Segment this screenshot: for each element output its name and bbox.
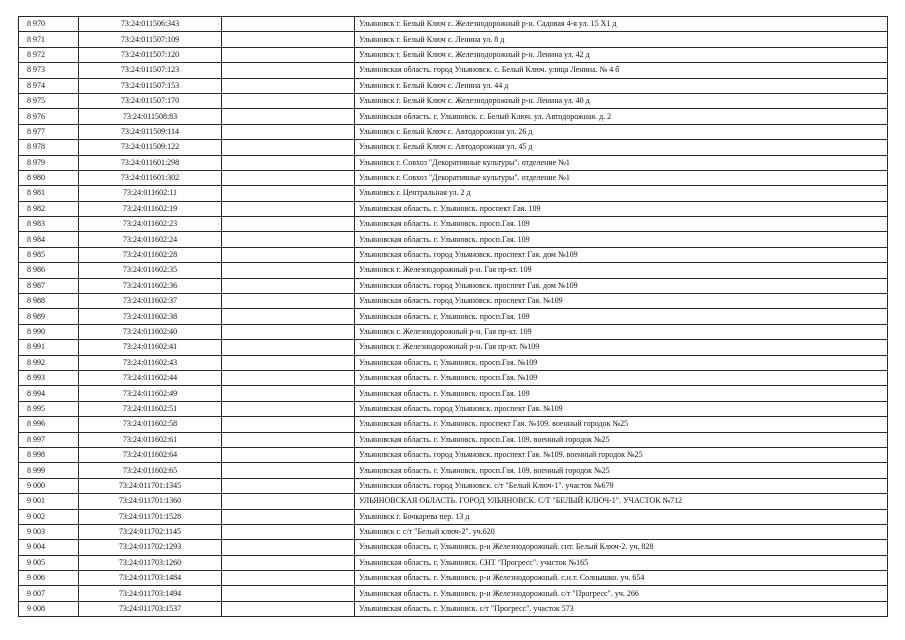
row-number-cell: 9 003 bbox=[19, 524, 79, 539]
cadastral-number-cell: 73:24:011602:43 bbox=[79, 355, 222, 370]
cadastral-number-cell: 73:24:011601:302 bbox=[79, 170, 222, 185]
address-cell: Ульяновская область. г. Ульяновск. с. Белый Ключ. ул. Автодорожная. д. 2 bbox=[355, 109, 888, 124]
cadastral-number-cell: 73:24:011602:23 bbox=[79, 217, 222, 232]
table-row bbox=[19, 386, 888, 401]
address-cell: Ульяновская область. город Ульяновск. с/т "Белый Ключ-1". участок №679 bbox=[355, 478, 888, 493]
address-cell: УЛЬЯНОВСКАЯ ОБЛАСТЬ. ГОРОД УЛЬЯНОВСК. С/Т "БЕЛЫЙ КЛЮЧ-1". УЧАСТОК №712 bbox=[355, 494, 888, 509]
address-cell: Ульяновская область. г. Ульяновск. проспект Гая. №109. военный городок №25 bbox=[355, 417, 888, 432]
address-cell: Ульяновск г. Белый Ключ с. Автодорожная ул. 26 д bbox=[355, 124, 888, 139]
cadastral-number-cell: 73:24:011602:58 bbox=[79, 417, 222, 432]
table-row bbox=[19, 540, 888, 555]
address-cell: Ульяновск г. Железнодорожный р-н. Гая пр-кт. 109 bbox=[355, 324, 888, 339]
address-cell: Ульяновская область. г. Ульяновск. просп.Гая. №109 bbox=[355, 355, 888, 370]
address-cell: Ульяновская область. город Ульяновск. проспект Гая. дом №109 bbox=[355, 278, 888, 293]
row-number-cell: 8 975 bbox=[19, 93, 79, 108]
cadastral-number-cell: 73:24:011602:44 bbox=[79, 370, 222, 385]
empty-cell bbox=[222, 309, 355, 324]
empty-cell bbox=[222, 140, 355, 155]
table-row bbox=[19, 524, 888, 539]
table-row bbox=[19, 355, 888, 370]
row-number-cell: 8 987 bbox=[19, 278, 79, 293]
cadastral-number-cell: 73:24:011701:1345 bbox=[79, 478, 222, 493]
empty-cell bbox=[222, 571, 355, 586]
table-row bbox=[19, 478, 888, 493]
table-row bbox=[19, 447, 888, 462]
row-number-cell: 8 991 bbox=[19, 340, 79, 355]
row-number-cell: 8 985 bbox=[19, 247, 79, 262]
empty-cell bbox=[222, 201, 355, 216]
address-cell: Ульяновская область. г. Ульяновск. р-н Железнодорожный. с/т "Прогресс". уч. 266 bbox=[355, 586, 888, 601]
empty-cell bbox=[222, 217, 355, 232]
cadastral-number-cell: 73:24:011507:170 bbox=[79, 93, 222, 108]
empty-cell bbox=[222, 432, 355, 447]
address-cell: Ульяновская область. г. Ульяновск. р-н Железнодорожный. с.н.т. Солнышко. уч. 654 bbox=[355, 571, 888, 586]
cadastral-number-cell: 73:24:011602:19 bbox=[79, 201, 222, 216]
row-number-cell: 8 998 bbox=[19, 447, 79, 462]
empty-cell bbox=[222, 32, 355, 47]
row-number-cell: 8 979 bbox=[19, 155, 79, 170]
row-number-cell: 8 997 bbox=[19, 432, 79, 447]
cadastral-number-cell: 73:24:011703:1494 bbox=[79, 586, 222, 601]
empty-cell bbox=[222, 401, 355, 416]
address-cell: Ульяновск г. Белый Ключ с. Железнодорожный р-н. Ленина ул. 42 д bbox=[355, 47, 888, 62]
empty-cell bbox=[222, 370, 355, 385]
table-row bbox=[19, 63, 888, 78]
empty-cell bbox=[222, 340, 355, 355]
row-number-cell: 8 978 bbox=[19, 140, 79, 155]
table-row bbox=[19, 494, 888, 509]
row-number-cell: 8 994 bbox=[19, 386, 79, 401]
address-cell: Ульяновск г. Совхоз "Декоративные культуры". отделение №1 bbox=[355, 155, 888, 170]
empty-cell bbox=[222, 186, 355, 201]
cadastral-number-cell: 73:24:011602:28 bbox=[79, 247, 222, 262]
table-row bbox=[19, 109, 888, 124]
table-row bbox=[19, 201, 888, 216]
empty-cell bbox=[222, 463, 355, 478]
cadastral-number-cell: 73:24:011507:120 bbox=[79, 47, 222, 62]
address-cell: Ульяновская область. город Ульяновск. проспект Гая. дом №109 bbox=[355, 247, 888, 262]
cadastral-number-cell: 73:24:011602:41 bbox=[79, 340, 222, 355]
table-row bbox=[19, 294, 888, 309]
row-number-cell: 8 981 bbox=[19, 186, 79, 201]
address-cell: Ульяновск г. Совхоз "Декоративные культуры". отделение №1 bbox=[355, 170, 888, 185]
empty-cell bbox=[222, 555, 355, 570]
cadastral-number-cell: 73:24:011602:51 bbox=[79, 401, 222, 416]
address-cell: Ульяновск г. Белый Ключ с. Автодорожная ул. 45 д bbox=[355, 140, 888, 155]
empty-cell bbox=[222, 601, 355, 616]
address-cell: Ульяновская область. город Ульяновск. проспект Гая. №109. военный городок №25 bbox=[355, 447, 888, 462]
row-number-cell: 9 005 bbox=[19, 555, 79, 570]
row-number-cell: 8 973 bbox=[19, 63, 79, 78]
table-row bbox=[19, 401, 888, 416]
table-row bbox=[19, 124, 888, 139]
empty-cell bbox=[222, 93, 355, 108]
address-cell: Ульяновская область. г. Ульяновск. р-н Железнодорожный. снт. Белый Ключ-2. уч. 828 bbox=[355, 540, 888, 555]
empty-cell bbox=[222, 294, 355, 309]
row-number-cell: 8 995 bbox=[19, 401, 79, 416]
row-number-cell: 8 976 bbox=[19, 109, 79, 124]
empty-cell bbox=[222, 63, 355, 78]
cadastral-number-cell: 73:24:011508:83 bbox=[79, 109, 222, 124]
table-row bbox=[19, 155, 888, 170]
empty-cell bbox=[222, 78, 355, 93]
empty-cell bbox=[222, 509, 355, 524]
address-cell: Ульяновск г. с/т "Белый ключ-2". уч.620 bbox=[355, 524, 888, 539]
address-cell: Ульяновск г. Белый Ключ с. Железнодорожный р-н. Ленина ул. 40 д bbox=[355, 93, 888, 108]
row-number-cell: 8 984 bbox=[19, 232, 79, 247]
address-cell: Ульяновск г. Бочкарева пер. 13 д bbox=[355, 509, 888, 524]
table-row bbox=[19, 432, 888, 447]
table-row bbox=[19, 601, 888, 616]
cadastral-number-cell: 73:24:011602:64 bbox=[79, 447, 222, 462]
table-row bbox=[19, 463, 888, 478]
row-number-cell: 8 970 bbox=[19, 17, 79, 32]
cadastral-number-cell: 73:24:011602:40 bbox=[79, 324, 222, 339]
cadastral-number-cell: 73:24:011701:1528 bbox=[79, 509, 222, 524]
address-cell: Ульяновск г. Железнодорожный р-н. Гая пр-кт. №109 bbox=[355, 340, 888, 355]
empty-cell bbox=[222, 417, 355, 432]
row-number-cell: 8 999 bbox=[19, 463, 79, 478]
row-number-cell: 9 004 bbox=[19, 540, 79, 555]
cadastral-number-cell: 73:24:011602:35 bbox=[79, 263, 222, 278]
empty-cell bbox=[222, 355, 355, 370]
empty-cell bbox=[222, 478, 355, 493]
table-row bbox=[19, 186, 888, 201]
table-row bbox=[19, 509, 888, 524]
table-row bbox=[19, 140, 888, 155]
cadastral-number-cell: 73:24:011509:122 bbox=[79, 140, 222, 155]
cadastral-number-cell: 73:24:011507:109 bbox=[79, 32, 222, 47]
row-number-cell: 9 008 bbox=[19, 601, 79, 616]
row-number-cell: 9 001 bbox=[19, 494, 79, 509]
address-cell: Ульяновская область. г. Ульяновск. проспект Гая. 109 bbox=[355, 201, 888, 216]
table-row bbox=[19, 232, 888, 247]
empty-cell bbox=[222, 232, 355, 247]
row-number-cell: 9 000 bbox=[19, 478, 79, 493]
row-number-cell: 8 988 bbox=[19, 294, 79, 309]
empty-cell bbox=[222, 386, 355, 401]
empty-cell bbox=[222, 47, 355, 62]
empty-cell bbox=[222, 247, 355, 262]
address-cell: Ульяновская область. г. Ульяновск. с/т "Прогресс". участок 573 bbox=[355, 601, 888, 616]
row-number-cell: 8 982 bbox=[19, 201, 79, 216]
empty-cell bbox=[222, 17, 355, 32]
cadastral-number-cell: 73:24:011602:38 bbox=[79, 309, 222, 324]
table-row bbox=[19, 217, 888, 232]
address-cell: Ульяновск г. Центральная ул. 2 д bbox=[355, 186, 888, 201]
table-row bbox=[19, 170, 888, 185]
row-number-cell: 9 006 bbox=[19, 571, 79, 586]
address-cell: Ульяновская область. г. Ульяновск. СНТ "Прогресс". участок №165 bbox=[355, 555, 888, 570]
cadastral-number-cell: 73:24:011507:153 bbox=[79, 78, 222, 93]
row-number-cell: 8 996 bbox=[19, 417, 79, 432]
cadastral-number-cell: 73:24:011506:343 bbox=[79, 17, 222, 32]
table-row bbox=[19, 17, 888, 32]
row-number-cell: 8 977 bbox=[19, 124, 79, 139]
cadastral-number-cell: 73:24:011602:11 bbox=[79, 186, 222, 201]
row-number-cell: 8 990 bbox=[19, 324, 79, 339]
row-number-cell: 9 002 bbox=[19, 509, 79, 524]
cadastral-number-cell: 73:24:011602:61 bbox=[79, 432, 222, 447]
table-row bbox=[19, 32, 888, 47]
empty-cell bbox=[222, 447, 355, 462]
row-number-cell: 8 974 bbox=[19, 78, 79, 93]
cadastral-number-cell: 73:24:011507:123 bbox=[79, 63, 222, 78]
table-row bbox=[19, 417, 888, 432]
cadastral-number-cell: 73:24:011703:1537 bbox=[79, 601, 222, 616]
row-number-cell: 9 007 bbox=[19, 586, 79, 601]
empty-cell bbox=[222, 278, 355, 293]
address-cell: Ульяновская область. г. Ульяновск. просп.Гая. 109 bbox=[355, 309, 888, 324]
empty-cell bbox=[222, 109, 355, 124]
address-cell: Ульяновск г. Белый Ключ с. Ленина ул. 44 д bbox=[355, 78, 888, 93]
table-row bbox=[19, 324, 888, 339]
table-body bbox=[19, 17, 888, 617]
table-row bbox=[19, 78, 888, 93]
table-row bbox=[19, 370, 888, 385]
address-cell: Ульяновск г. Белый Ключ с. Ленина ул. 8 д bbox=[355, 32, 888, 47]
empty-cell bbox=[222, 155, 355, 170]
address-cell: Ульяновская область. город Ульяновск. проспект Гая. №109 bbox=[355, 401, 888, 416]
empty-cell bbox=[222, 324, 355, 339]
cadastral-number-cell: 73:24:011509:114 bbox=[79, 124, 222, 139]
row-number-cell: 8 972 bbox=[19, 47, 79, 62]
row-number-cell: 8 983 bbox=[19, 217, 79, 232]
table-row bbox=[19, 571, 888, 586]
cadastral-number-cell: 73:24:011602:65 bbox=[79, 463, 222, 478]
cadastral-number-cell: 73:24:011703:1260 bbox=[79, 555, 222, 570]
empty-cell bbox=[222, 524, 355, 539]
cadastral-number-cell: 73:24:011602:24 bbox=[79, 232, 222, 247]
cadastral-number-cell: 73:24:011602:36 bbox=[79, 278, 222, 293]
row-number-cell: 8 980 bbox=[19, 170, 79, 185]
empty-cell bbox=[222, 540, 355, 555]
address-cell: Ульяновск г. Железнодорожный р-н. Гая пр-кт. 109 bbox=[355, 263, 888, 278]
address-cell: Ульяновская область. г. Ульяновск. просп.Гая. 109. военный городок №25 bbox=[355, 432, 888, 447]
address-cell: Ульяновская область. город Ульяновск. проспект Гая. №109 bbox=[355, 294, 888, 309]
row-number-cell: 8 992 bbox=[19, 355, 79, 370]
address-cell: Ульяновск г. Белый Ключ с. Железнодорожный р-н. Садовая 4-я ул. 15 Х1 д bbox=[355, 17, 888, 32]
cadastral-number-cell: 73:24:011703:1484 bbox=[79, 571, 222, 586]
empty-cell bbox=[222, 586, 355, 601]
table-row bbox=[19, 555, 888, 570]
cadastral-register-table bbox=[18, 16, 888, 617]
address-cell: Ульяновская область. город Ульяновск. с. Белый Ключ. улица Ленина. № 4 б bbox=[355, 63, 888, 78]
table-row bbox=[19, 586, 888, 601]
cadastral-number-cell: 73:24:011701:1360 bbox=[79, 494, 222, 509]
address-cell: Ульяновская область. г. Ульяновск. просп.Гая. 109. военный городок №25 bbox=[355, 463, 888, 478]
table-row bbox=[19, 47, 888, 62]
empty-cell bbox=[222, 263, 355, 278]
table-row bbox=[19, 309, 888, 324]
row-number-cell: 8 993 bbox=[19, 370, 79, 385]
table-row bbox=[19, 278, 888, 293]
row-number-cell: 8 986 bbox=[19, 263, 79, 278]
address-cell: Ульяновская область. г. Ульяновск. просп.Гая. №109 bbox=[355, 370, 888, 385]
table-row bbox=[19, 263, 888, 278]
cadastral-number-cell: 73:24:011601:298 bbox=[79, 155, 222, 170]
address-cell: Ульяновская область. г. Ульяновск. просп.Гая. 109 bbox=[355, 386, 888, 401]
table-row bbox=[19, 247, 888, 262]
empty-cell bbox=[222, 124, 355, 139]
cadastral-number-cell: 73:24:011602:37 bbox=[79, 294, 222, 309]
row-number-cell: 8 989 bbox=[19, 309, 79, 324]
empty-cell bbox=[222, 494, 355, 509]
empty-cell bbox=[222, 170, 355, 185]
address-cell: Ульяновская область. г. Ульяновск. просп.Гая. 109 bbox=[355, 232, 888, 247]
row-number-cell: 8 971 bbox=[19, 32, 79, 47]
document-table-container bbox=[18, 16, 888, 617]
table-row bbox=[19, 340, 888, 355]
address-cell: Ульяновская область. г. Ульяновск. просп.Гая. 109 bbox=[355, 217, 888, 232]
cadastral-number-cell: 73:24:011702:1145 bbox=[79, 524, 222, 539]
table-row bbox=[19, 93, 888, 108]
cadastral-number-cell: 73:24:011602:49 bbox=[79, 386, 222, 401]
cadastral-number-cell: 73:24:011702:1293 bbox=[79, 540, 222, 555]
